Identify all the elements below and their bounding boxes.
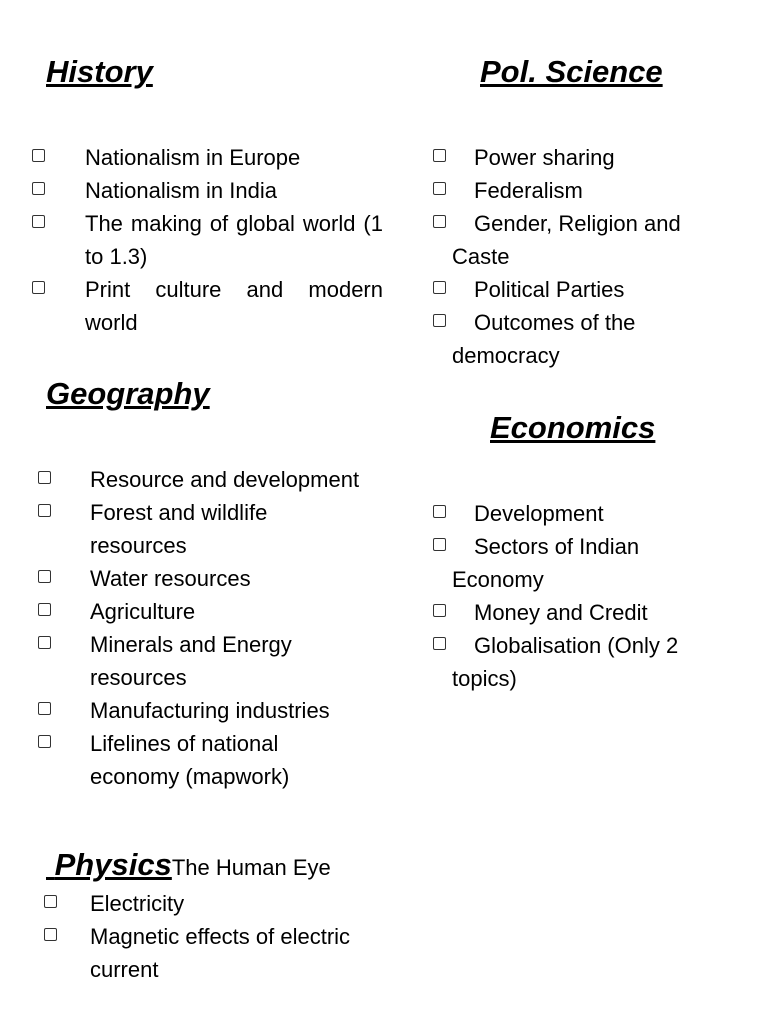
list-item xyxy=(430,629,710,695)
list-item-label: Water resources xyxy=(90,566,251,591)
checkbox[interactable] xyxy=(433,538,446,551)
list-item-label: Resource and development xyxy=(90,467,360,492)
checkbox[interactable] xyxy=(38,603,51,616)
list-item xyxy=(0,562,395,595)
checkbox[interactable] xyxy=(38,636,51,649)
checkbox[interactable] xyxy=(433,604,446,617)
list-item-label: Outcomes of the democracy xyxy=(452,310,636,368)
checkbox[interactable] xyxy=(32,281,45,294)
list-item-label: Money and Credit xyxy=(474,600,648,625)
physics-heading-row xyxy=(46,845,331,888)
list-item-label: Minerals and Energy resources xyxy=(90,632,292,690)
history-list xyxy=(0,141,383,339)
list-item xyxy=(0,207,383,273)
economics-heading: Economics xyxy=(490,410,656,445)
physics-note: The Human Eye xyxy=(171,855,331,880)
list-item-label: The making of global world (1 to 1.3) xyxy=(85,211,383,269)
history-heading: History xyxy=(46,54,153,89)
list-item-label: Power sharing xyxy=(474,145,615,170)
list-item-label: Gender, Religion and Caste xyxy=(452,211,681,269)
checkbox[interactable] xyxy=(32,182,45,195)
list-item xyxy=(430,306,710,372)
checkbox[interactable] xyxy=(433,281,446,294)
list-item xyxy=(0,463,395,496)
list-item-label: Lifelines of national economy (mapwork) xyxy=(90,731,290,789)
list-item xyxy=(430,273,710,306)
economics-list xyxy=(430,497,710,695)
list-item xyxy=(0,628,320,694)
list-item-label: Agriculture xyxy=(90,599,196,624)
physics-heading: Physics xyxy=(54,847,172,882)
list-item-label: Forest and wildlife resources xyxy=(90,500,268,558)
list-item xyxy=(430,174,710,207)
geography-heading: Geography xyxy=(46,376,210,411)
list-item-label: Electricity xyxy=(90,891,185,916)
checkbox[interactable] xyxy=(433,149,446,162)
pol-science-heading: Pol. Science xyxy=(480,54,663,89)
checkbox[interactable] xyxy=(433,314,446,327)
list-item-label: Political Parties xyxy=(474,277,625,302)
checkbox[interactable] xyxy=(433,182,446,195)
checkbox[interactable] xyxy=(38,504,51,517)
list-item xyxy=(0,920,380,986)
list-item xyxy=(0,887,395,920)
list-item xyxy=(430,530,710,596)
list-item-label: Nationalism in India xyxy=(85,178,277,203)
checkbox[interactable] xyxy=(38,702,51,715)
list-item-label: Manufacturing industries xyxy=(90,698,330,723)
list-item xyxy=(430,207,710,273)
checkbox[interactable] xyxy=(32,215,45,228)
list-item xyxy=(0,496,300,562)
checkbox[interactable] xyxy=(433,637,446,650)
list-item xyxy=(0,141,383,174)
list-item-label: Magnetic effects of electric current xyxy=(90,924,351,982)
checkbox[interactable] xyxy=(433,215,446,228)
list-item xyxy=(0,595,395,628)
list-item xyxy=(0,694,395,727)
list-item-label: Print culture and modern world xyxy=(85,277,383,335)
checkbox[interactable] xyxy=(32,149,45,162)
checkbox[interactable] xyxy=(38,570,51,583)
checkbox[interactable] xyxy=(44,895,57,908)
physics-list xyxy=(0,887,395,986)
geography-list xyxy=(0,463,395,793)
list-item xyxy=(0,273,383,339)
list-item xyxy=(0,727,320,793)
list-item-label: Globalisation (Only 2 topics) xyxy=(452,633,679,691)
list-item-label: Nationalism in Europe xyxy=(85,145,301,170)
checkbox[interactable] xyxy=(38,735,51,748)
checkbox[interactable] xyxy=(44,928,57,941)
list-item xyxy=(0,174,383,207)
list-item xyxy=(430,596,710,629)
list-item-label: Federalism xyxy=(474,178,583,203)
pol-science-list xyxy=(430,141,710,372)
list-item xyxy=(430,141,710,174)
list-item-label: Sectors of Indian Economy xyxy=(452,534,640,592)
checkbox[interactable] xyxy=(433,505,446,518)
checkbox[interactable] xyxy=(38,471,51,484)
list-item-label: Development xyxy=(474,501,604,526)
list-item xyxy=(430,497,710,530)
